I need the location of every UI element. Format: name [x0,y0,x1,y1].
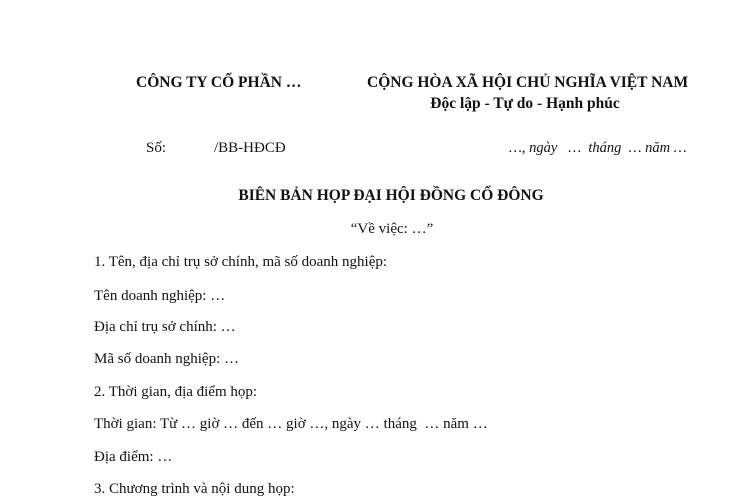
document-title: BIÊN BẢN HỌP ĐẠI HỘI ĐỒNG CỔ ĐÔNG [238,187,544,204]
document-number-label: Số: [146,140,167,156]
meeting-time-line: Thời gian: Từ … giờ … đến … giờ …, ngày … tháng … năm … [94,416,488,432]
national-motto: Độc lập - Tự do - Hạnh phúc [430,95,620,112]
document-number-code: /BB-HĐCĐ [214,140,286,156]
section-3-heading: 3. Chương trình và nội dung họp: [94,481,295,497]
section-2-heading: 2. Thời gian, địa điểm họp: [94,384,258,400]
company-name: CÔNG TY CỔ PHẦN … [136,74,302,91]
head-office-address-line: Địa chỉ trụ sở chính: … [94,319,236,335]
company-name-line: Tên doanh nghiệp: … [94,288,226,304]
document-date: …, ngày … tháng … năm … [509,140,687,156]
section-1-heading: 1. Tên, địa chỉ trụ sở chính, mã số doanh nghiệp: [94,254,388,270]
document-subject: “Về việc: …” [350,221,434,237]
business-code-line: Mã số doanh nghiệp: … [94,351,239,367]
meeting-place-line: Địa điểm: … [94,449,173,465]
nation-title: CỘNG HÒA XÃ HỘI CHỦ NGHĨA VIỆT NAM [367,74,689,91]
